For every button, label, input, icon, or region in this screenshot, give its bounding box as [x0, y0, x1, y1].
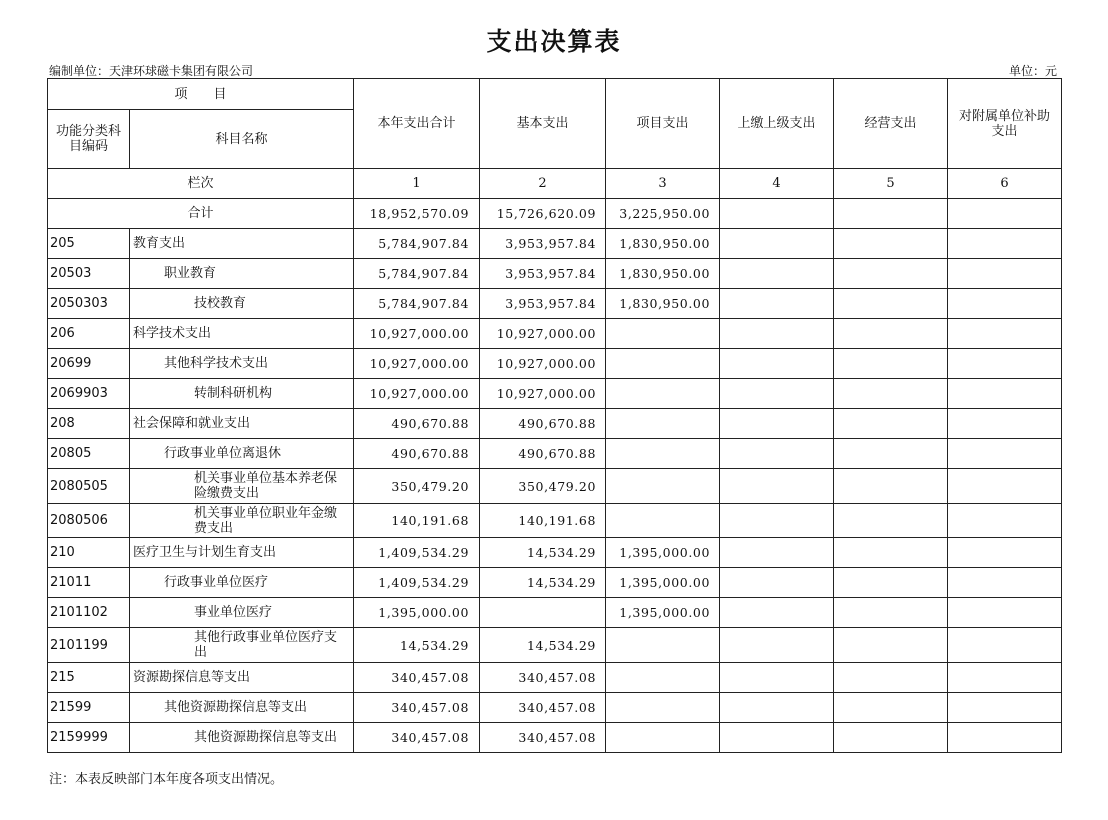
row-name: 其他资源勘探信息等支出 — [130, 693, 354, 723]
row-code: 2050303 — [48, 289, 130, 319]
row-code: 2101199 — [48, 628, 130, 663]
row-basic: 490,670.88 — [480, 439, 606, 469]
row-empty-cell — [948, 663, 1062, 693]
table-row — [48, 259, 1062, 289]
row-empty-cell — [720, 723, 834, 753]
total-sum: 18,952,570.09 — [354, 199, 480, 229]
row-empty-cell — [834, 259, 948, 289]
row-basic: 340,457.08 — [480, 723, 606, 753]
row-basic — [480, 598, 606, 628]
footnote: 注：本表反映部门本年度各项支出情况。 — [49, 772, 284, 787]
row-empty-cell — [834, 663, 948, 693]
row-name: 事业单位医疗 — [130, 598, 354, 628]
row-name: 其他科学技术支出 — [130, 349, 354, 379]
table-row — [48, 663, 1062, 693]
table-row — [48, 409, 1062, 439]
row-basic: 340,457.08 — [480, 693, 606, 723]
row-empty-cell — [948, 469, 1062, 504]
row-name: 机关事业单位职业年金缴费支出 — [130, 504, 354, 538]
table-row — [48, 538, 1062, 568]
row-total: 340,457.08 — [354, 663, 480, 693]
row-total: 140,191.68 — [354, 504, 480, 538]
row-total: 10,927,000.00 — [354, 349, 480, 379]
row-total: 340,457.08 — [354, 723, 480, 753]
row-basic: 3,953,957.84 — [480, 259, 606, 289]
row-name: 职业教育 — [130, 259, 354, 289]
row-empty-cell — [720, 663, 834, 693]
row-empty-cell — [948, 409, 1062, 439]
row-empty-cell — [834, 289, 948, 319]
row-total: 14,534.29 — [354, 628, 480, 663]
table-row — [48, 289, 1062, 319]
row-empty-cell — [720, 628, 834, 663]
row-empty-cell — [834, 538, 948, 568]
row-code: 215 — [48, 663, 130, 693]
row-project: 1,830,950.00 — [606, 229, 720, 259]
row-empty-cell — [720, 259, 834, 289]
row-code: 20503 — [48, 259, 130, 289]
row-empty-cell — [948, 439, 1062, 469]
row-empty-cell — [720, 289, 834, 319]
expenditure-table — [47, 78, 1062, 753]
row-name: 行政事业单位医疗 — [130, 568, 354, 598]
row-total: 10,927,000.00 — [354, 319, 480, 349]
header-name: 科目名称 — [130, 110, 354, 169]
row-project — [606, 439, 720, 469]
row-empty-cell — [948, 349, 1062, 379]
row-empty-cell — [948, 229, 1062, 259]
row-name: 转制科研机构 — [130, 379, 354, 409]
row-empty-cell — [720, 538, 834, 568]
table-row — [48, 319, 1062, 349]
row-basic: 10,927,000.00 — [480, 319, 606, 349]
row-total: 10,927,000.00 — [354, 379, 480, 409]
row-name: 医疗卫生与计划生育支出 — [130, 538, 354, 568]
row-project — [606, 409, 720, 439]
row-empty-cell — [834, 568, 948, 598]
row-project — [606, 628, 720, 663]
row-code: 2069903 — [48, 379, 130, 409]
header-project-exp: 项目支出 — [606, 79, 720, 169]
row-empty-cell — [948, 598, 1062, 628]
header-upper: 上缴上级支出 — [720, 79, 834, 169]
lanci-1: 1 — [354, 169, 480, 199]
header-subsidy: 对附属单位补助支出 — [948, 79, 1062, 169]
row-total: 490,670.88 — [354, 439, 480, 469]
row-code: 20805 — [48, 439, 130, 469]
lanci-6: 6 — [948, 169, 1062, 199]
row-total: 1,409,534.29 — [354, 538, 480, 568]
header-total: 本年支出合计 — [354, 79, 480, 169]
row-name: 科学技术支出 — [130, 319, 354, 349]
row-empty-cell — [834, 628, 948, 663]
row-empty-cell — [720, 469, 834, 504]
header-project: 项 目 — [48, 79, 354, 110]
row-code: 206 — [48, 319, 130, 349]
row-project — [606, 723, 720, 753]
row-code: 208 — [48, 409, 130, 439]
row-empty-cell — [720, 379, 834, 409]
row-empty-cell — [834, 504, 948, 538]
row-empty-cell — [834, 409, 948, 439]
row-code: 20699 — [48, 349, 130, 379]
row-empty-cell — [834, 229, 948, 259]
row-project — [606, 379, 720, 409]
row-total: 5,784,907.84 — [354, 259, 480, 289]
row-empty-cell — [948, 693, 1062, 723]
total-label: 合计 — [48, 199, 354, 229]
row-project: 1,830,950.00 — [606, 289, 720, 319]
row-basic: 3,953,957.84 — [480, 229, 606, 259]
header-business: 经营支出 — [834, 79, 948, 169]
row-total: 1,395,000.00 — [354, 598, 480, 628]
row-empty-cell — [720, 693, 834, 723]
row-empty-cell — [720, 409, 834, 439]
table-row — [48, 439, 1062, 469]
row-code: 2159999 — [48, 723, 130, 753]
row-code: 205 — [48, 229, 130, 259]
row-total: 350,479.20 — [354, 469, 480, 504]
row-name: 资源勘探信息等支出 — [130, 663, 354, 693]
row-basic: 10,927,000.00 — [480, 379, 606, 409]
row-basic: 14,534.29 — [480, 538, 606, 568]
row-empty-cell — [720, 504, 834, 538]
row-total: 490,670.88 — [354, 409, 480, 439]
lanci-2: 2 — [480, 169, 606, 199]
header-basic: 基本支出 — [480, 79, 606, 169]
row-code: 21599 — [48, 693, 130, 723]
row-empty-cell — [834, 723, 948, 753]
table-row — [48, 693, 1062, 723]
row-project — [606, 349, 720, 379]
table-row — [48, 598, 1062, 628]
row-empty-cell — [834, 379, 948, 409]
row-name: 其他资源勘探信息等支出 — [130, 723, 354, 753]
row-code: 210 — [48, 538, 130, 568]
total-row — [48, 199, 1062, 229]
row-empty-cell — [834, 693, 948, 723]
row-empty-cell — [720, 598, 834, 628]
row-empty-cell — [720, 439, 834, 469]
row-empty-cell — [834, 349, 948, 379]
table-row — [48, 229, 1062, 259]
row-project: 1,395,000.00 — [606, 568, 720, 598]
row-project — [606, 469, 720, 504]
row-total: 5,784,907.84 — [354, 229, 480, 259]
row-empty-cell — [834, 319, 948, 349]
row-basic: 3,953,957.84 — [480, 289, 606, 319]
row-basic: 10,927,000.00 — [480, 349, 606, 379]
row-empty-cell — [834, 469, 948, 504]
row-empty-cell — [948, 628, 1062, 663]
header-code: 功能分类科目编码 — [48, 110, 130, 169]
row-project: 1,395,000.00 — [606, 538, 720, 568]
total-project: 3,225,950.00 — [606, 199, 720, 229]
row-project — [606, 663, 720, 693]
row-total: 340,457.08 — [354, 693, 480, 723]
lanci-label: 栏次 — [48, 169, 354, 199]
table-row — [48, 504, 1062, 538]
row-project — [606, 693, 720, 723]
lanci-4: 4 — [720, 169, 834, 199]
row-project: 1,395,000.00 — [606, 598, 720, 628]
row-basic: 350,479.20 — [480, 469, 606, 504]
row-empty-cell — [948, 568, 1062, 598]
row-total: 1,409,534.29 — [354, 568, 480, 598]
total-basic: 15,726,620.09 — [480, 199, 606, 229]
table-row — [48, 349, 1062, 379]
row-code: 2080506 — [48, 504, 130, 538]
table-row — [48, 568, 1062, 598]
page-title: 支出决算表 — [486, 27, 622, 56]
row-basic: 14,534.29 — [480, 628, 606, 663]
row-empty-cell — [948, 319, 1062, 349]
row-basic: 340,457.08 — [480, 663, 606, 693]
row-project: 1,830,950.00 — [606, 259, 720, 289]
row-project — [606, 504, 720, 538]
compiling-unit: 编制单位：天津环球磁卡集团有限公司 — [49, 64, 254, 78]
row-name: 教育支出 — [130, 229, 354, 259]
row-name: 行政事业单位离退休 — [130, 439, 354, 469]
row-empty-cell — [720, 229, 834, 259]
row-basic: 490,670.88 — [480, 409, 606, 439]
row-project — [606, 319, 720, 349]
row-code: 21011 — [48, 568, 130, 598]
lanci-5: 5 — [834, 169, 948, 199]
table-row — [48, 469, 1062, 504]
row-empty-cell — [948, 538, 1062, 568]
row-empty-cell — [948, 289, 1062, 319]
row-empty-cell — [720, 568, 834, 598]
row-empty-cell — [834, 439, 948, 469]
row-empty-cell — [948, 379, 1062, 409]
row-name: 机关事业单位基本养老保险缴费支出 — [130, 469, 354, 504]
row-code: 2080505 — [48, 469, 130, 504]
row-name: 社会保障和就业支出 — [130, 409, 354, 439]
lanci-3: 3 — [606, 169, 720, 199]
table-row — [48, 628, 1062, 663]
row-total: 5,784,907.84 — [354, 289, 480, 319]
row-empty-cell — [948, 504, 1062, 538]
table-row — [48, 723, 1062, 753]
row-empty-cell — [948, 723, 1062, 753]
row-name: 技校教育 — [130, 289, 354, 319]
row-empty-cell — [720, 319, 834, 349]
row-basic: 140,191.68 — [480, 504, 606, 538]
row-basic: 14,534.29 — [480, 568, 606, 598]
row-code: 2101102 — [48, 598, 130, 628]
row-empty-cell — [720, 349, 834, 379]
row-empty-cell — [834, 598, 948, 628]
row-empty-cell — [948, 259, 1062, 289]
table-row — [48, 379, 1062, 409]
currency-unit: 单位：元 — [1008, 64, 1057, 78]
row-name: 其他行政事业单位医疗支出 — [130, 628, 354, 663]
